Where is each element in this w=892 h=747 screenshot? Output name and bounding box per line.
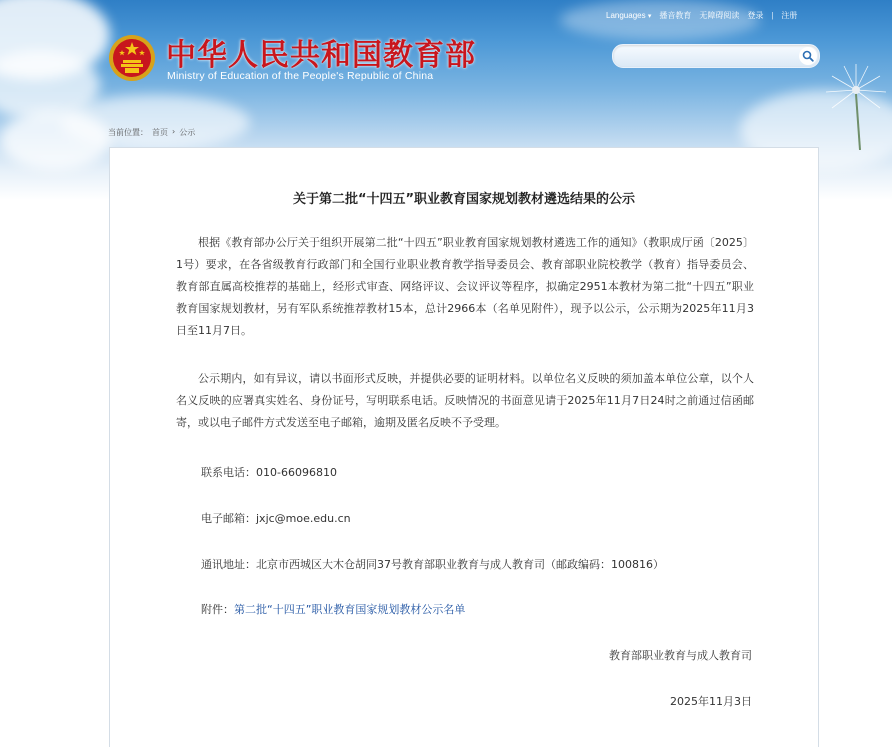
nav-link-login[interactable]: 登录 <box>747 10 764 20</box>
cloud-decoration <box>0 110 110 170</box>
search-icon <box>802 50 814 62</box>
breadcrumb-label: 当前位置： <box>108 128 148 137</box>
breadcrumb-separator: › <box>172 127 176 136</box>
attachment <box>201 601 465 617</box>
signature-date: 2025年11月3日 <box>670 695 752 708</box>
search-box <box>612 44 820 68</box>
breadcrumb-home[interactable]: 首页 <box>152 128 168 137</box>
national-emblem-icon <box>108 34 156 82</box>
search-input[interactable] <box>623 48 797 66</box>
article-paragraph: 根据《教育部办公厅关于组织开展第二批“十四五”职业教育国家规划教材遴选工作的通知》（教职成厅函〔2025〕1号）要求，在各省级教育行政部门和全国行业职业教育教学指导委员会、教育部职业院校教学（教育）指导委员会、教育部直属高校推荐的基础上，经形式审查、网络评议、会议评议等程序，拟确定2951本教材为第二批“十四五”职业教育国家规划教材，另有军队系统推荐教材15本，总计2966本（名单见附件），现予以公示，公示期为2025年11月3日至11月7日。 <box>176 236 754 337</box>
article-title: 关于第二批“十四五”职业教育国家规划教材遴选结果的公示 <box>292 192 636 207</box>
nav-divider: | <box>771 10 774 20</box>
attachment-label: 附件： <box>201 603 234 616</box>
nav-link-broadcast[interactable]: 播音教育 <box>659 10 692 20</box>
breadcrumb <box>108 127 195 138</box>
nav-link-accessibility[interactable]: 无障碍阅读 <box>699 10 740 20</box>
signature-org: 教育部职业教育与成人教育司 <box>609 649 752 662</box>
attachment-link[interactable]: 第二批“十四五”职业教育国家规划教材公示名单 <box>234 603 466 616</box>
site-title[interactable]: 中华人民共和国教育部 <box>166 38 476 73</box>
contact-email: 电子邮箱：jxjc@moe.edu.cn <box>201 512 351 525</box>
contact-phone: 联系电话：010-66096810 <box>201 466 337 479</box>
top-nav <box>606 8 797 22</box>
article-card <box>109 147 819 747</box>
contact-address: 通讯地址：北京市西城区大木仓胡同37号教育部职业教育与成人教育司（邮政编码：100816） <box>201 558 664 571</box>
search-button[interactable] <box>799 47 817 65</box>
dandelion-decoration <box>820 60 892 150</box>
nav-link-register[interactable]: 注册 <box>781 10 798 20</box>
article-paragraph: 公示期内，如有异议，请以书面形式反映，并提供必要的证明材料。以单位名义反映的须加盖本单位公章，以个人名义反映的应署真实姓名、身份证号，写明联系电话。反映情况的书面意见请于2025年11月7日24时之前通过信函邮寄，或以电子邮件方式发送至电子邮箱，逾期及匿名反映不予受理。 <box>176 372 754 429</box>
chevron-down-icon: ▾ <box>647 12 652 20</box>
site-title-english: Ministry of Education of the People's Republic of China <box>167 70 434 82</box>
languages-menu[interactable]: Languages ▾ <box>606 10 652 20</box>
breadcrumb-current[interactable]: 公示 <box>179 128 196 137</box>
